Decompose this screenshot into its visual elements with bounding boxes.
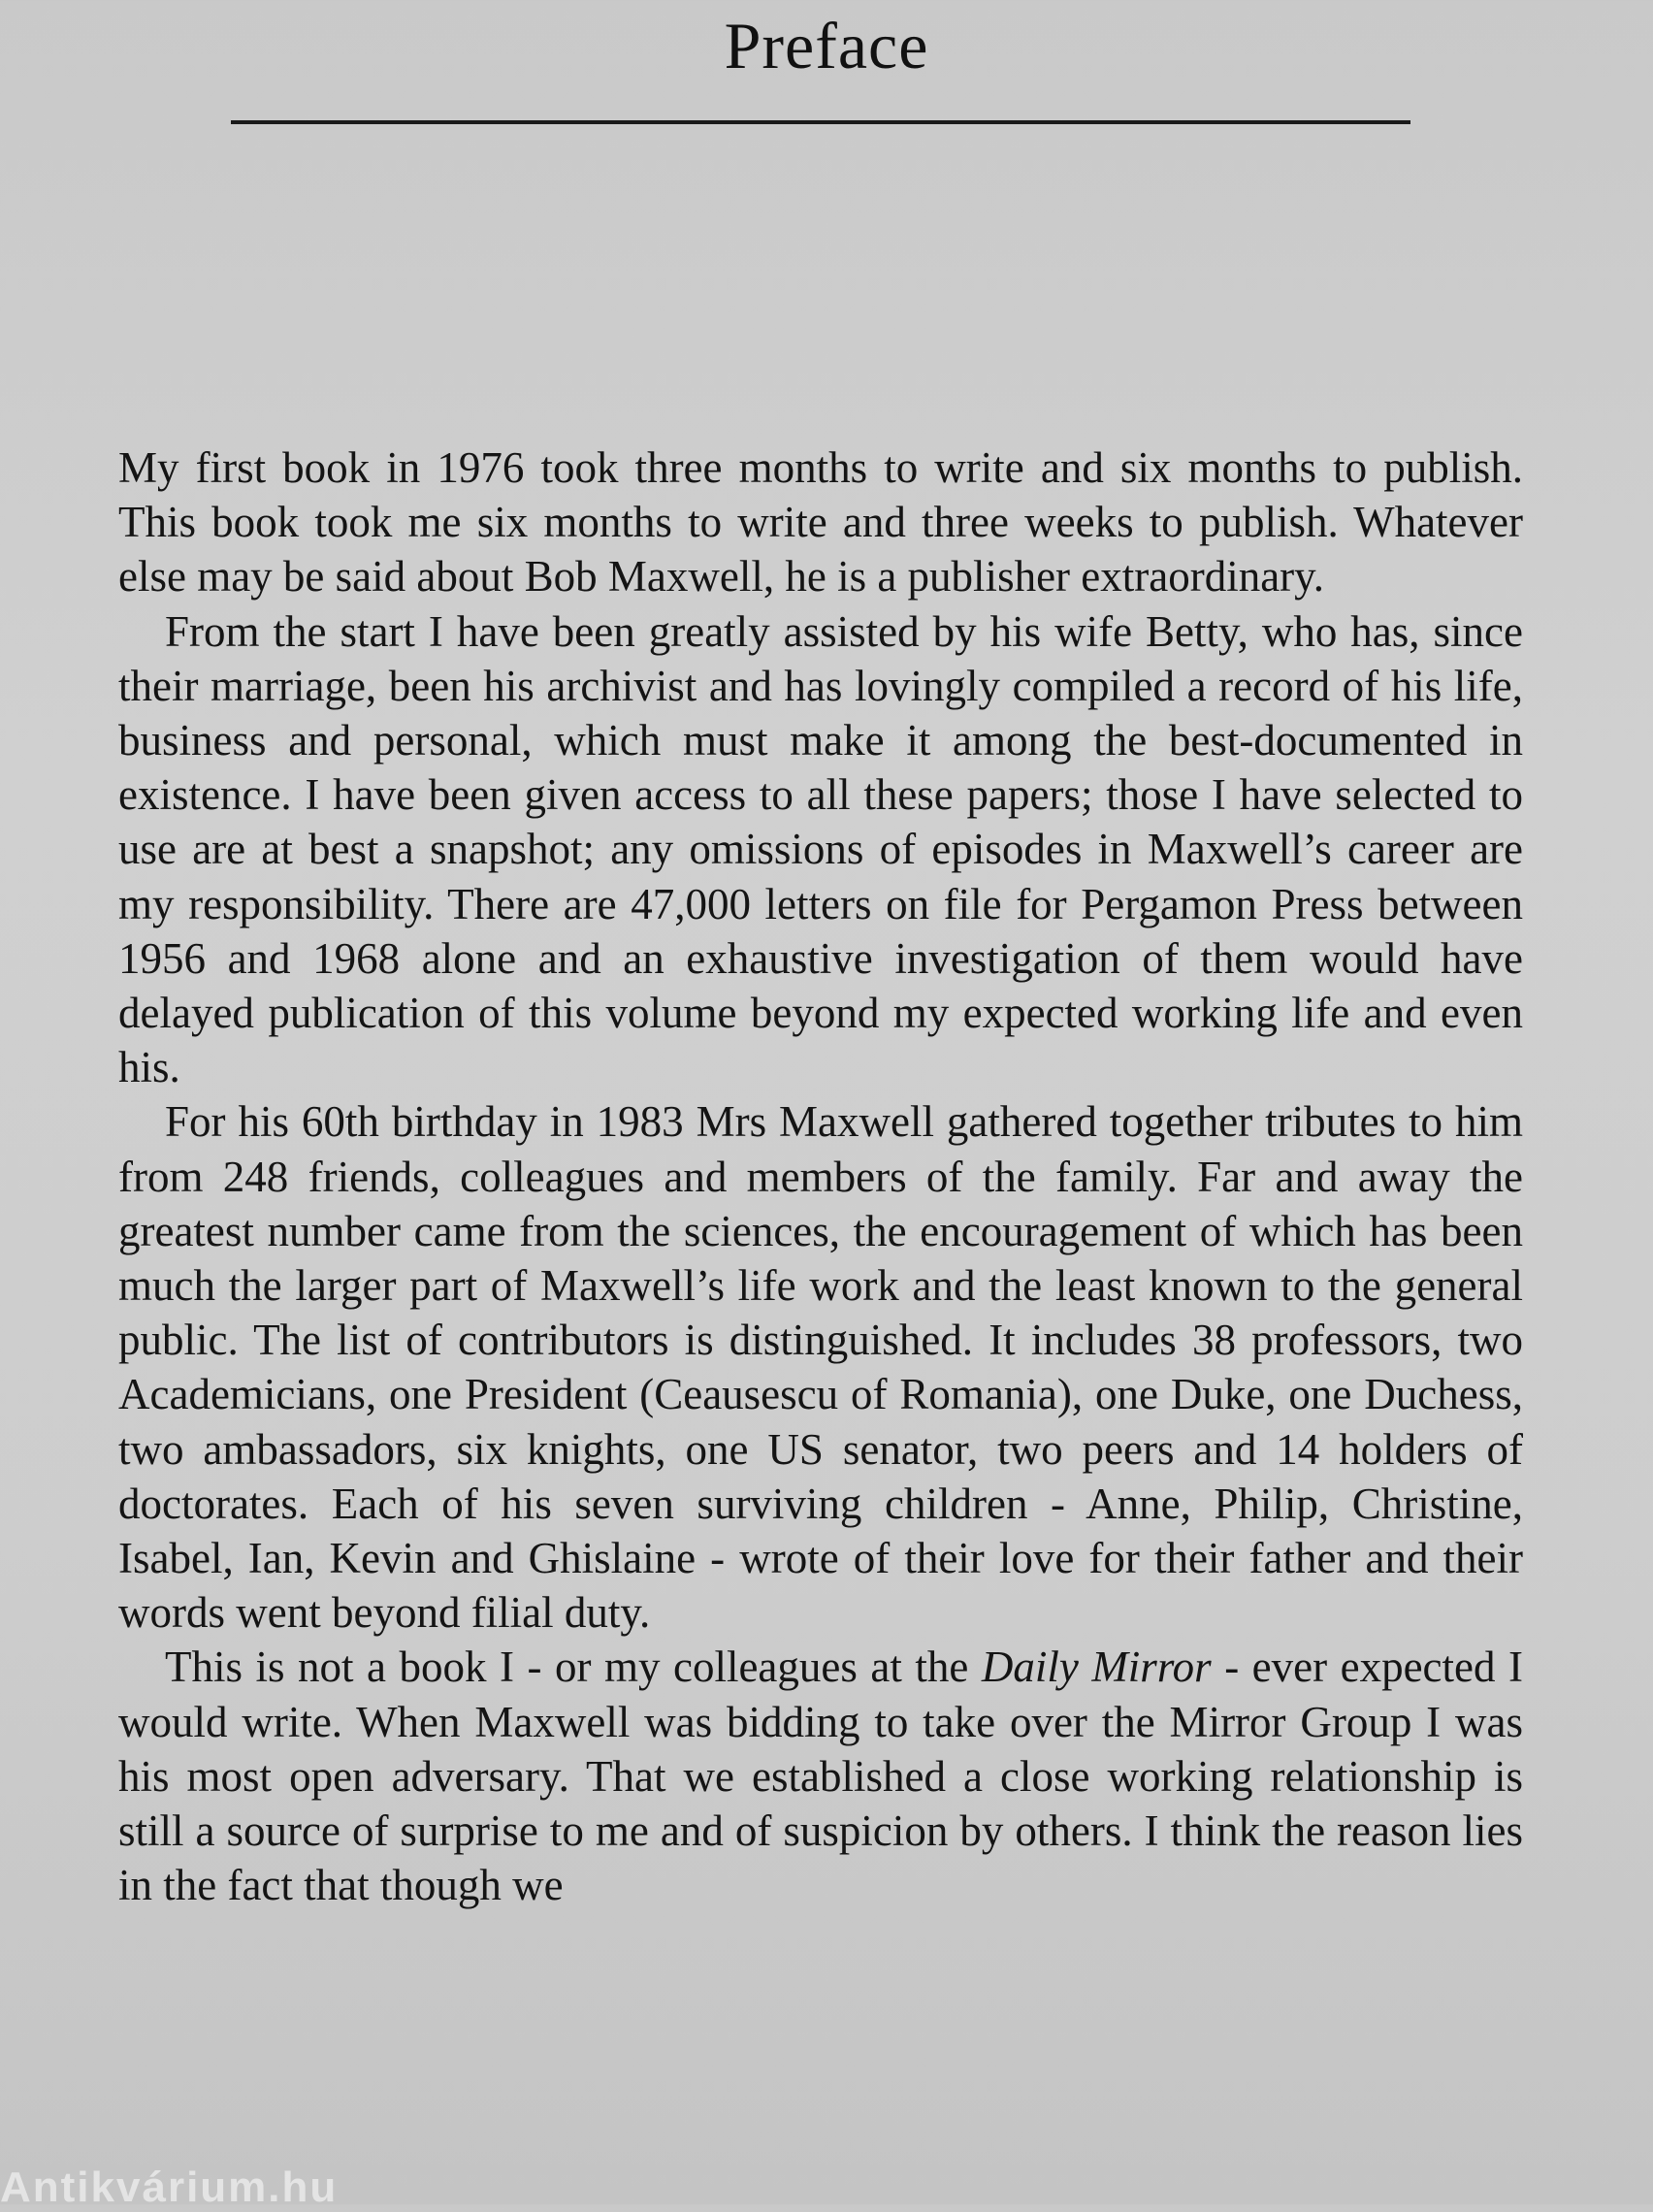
paragraph-3: For his 60th birthday in 1983 Mrs Maxwell gathered together tributes to him from 248 friends, colleagues and members of the family. Far and away the greatest number came from the sciences, the encouragement of which has been much the larger part of Maxwell’s life work and the least known to the general public. The list of contributors is distinguished. It includes 38 professors, two Academicians, one President (Ceausescu of Romania), one Duke, one Duchess, two ambassadors, six knights, one US senator, two peers and 14 holders of doctorates. Each of his seven surviving children - Anne, Philip, Christine, Isabel, Ian, Kevin and Ghislaine - wrote of their love for their father and their words went beyond filial duty. [118,1097,1523,1638]
page-title: Preface [724,9,929,82]
paragraph-4 [118,1640,1523,1912]
newspaper-title: Daily Mirror [981,1643,1212,1692]
title-underline [231,120,1410,124]
watermark: Antikvárium.hu [0,2163,339,2211]
paragraph-2: From the start I have been greatly assisted by his wife Betty, who has, since their marriage, been his archivist and has lovingly compiled a record of his life, business and personal, which must make it among the best-documented in existence. I have been given access to all these papers; those I have selected to use are at best a snapshot; any omissions of episodes in Maxwell’s career are my responsibility. There are 47,000 letters on file for Pergamon Press between 1956 and 1968 alone and an exhaustive investigation of them would have delayed publication of this volume beyond my expected working life and even his. [118,606,1523,1092]
preface-body [118,440,1523,1912]
paragraph-1: My first book in 1976 took three months to write and six months to publish. This book took me six months to write and three weeks to publish. Whatever else may be said about Bob Maxwell, he is a publisher extraordinary. [118,443,1523,602]
paragraph-4-lead: This is not a book I - or my colleagues at the [165,1643,982,1692]
paragraph-4-rest: - ever expected I would write. When Maxwell was bidding to take over the Mirror Group I was his most open adversary. That we established a close working relationship is still a source of surprise to me and of suspicion by others. I think the reason lies in the fact that though we [118,1643,1523,1910]
